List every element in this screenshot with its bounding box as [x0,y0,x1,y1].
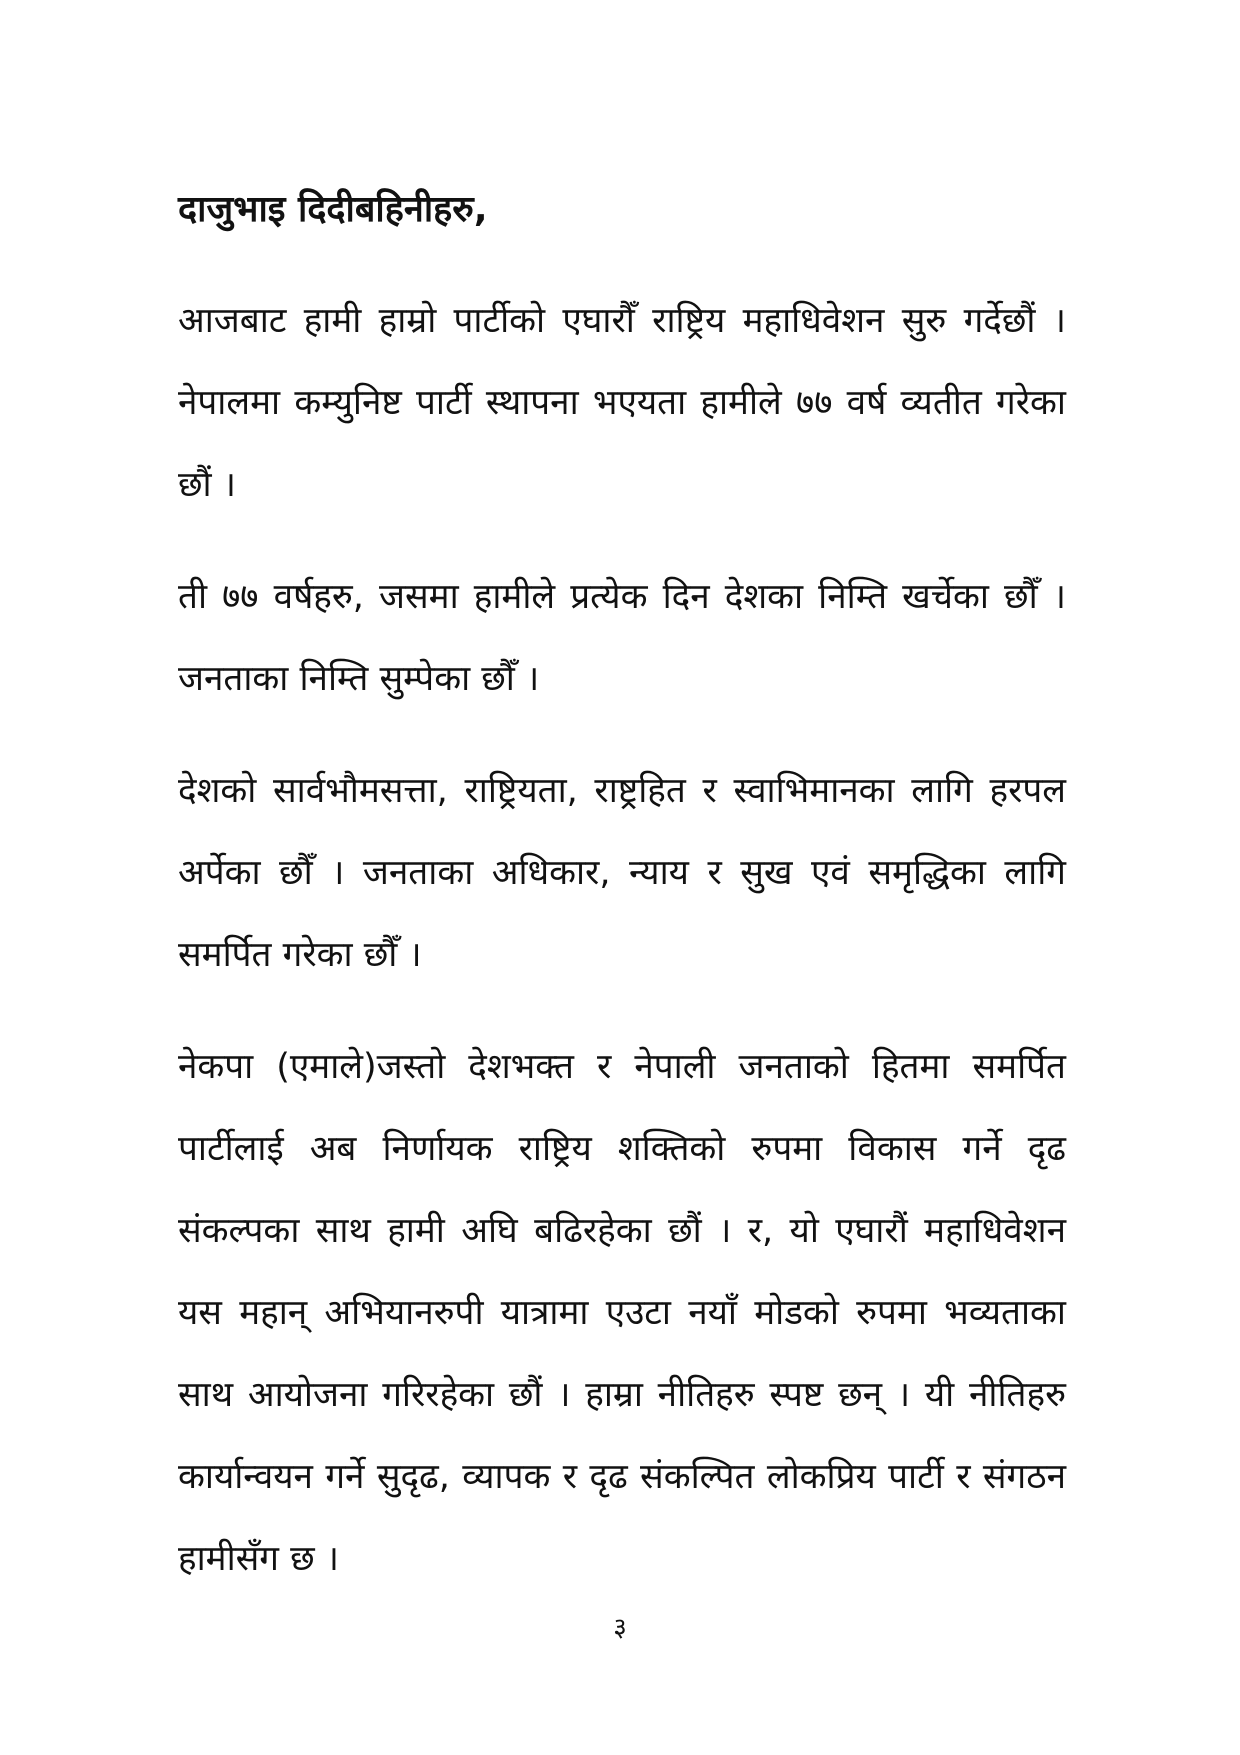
paragraph-3: देशको सार्वभौमसत्ता, राष्ट्रियता, राष्ट्रहित र स्वाभिमानका लागि हरपल अर्पेका छौँ । जनताका अधिकार, न्याय र सुख एवं समृद्धिका लागि समर्पित गरेका छौँ । [178,771,1066,975]
document-body [178,180,1066,1630]
paragraph-1: आजबाट हामी हाम्रो पार्टीको एघारौँ राष्ट्रिय महाधिवेशन सुरु गर्देछौं । नेपालमा कम्युनिष्ट पार्टी स्थापना भएयता हामीले ७७ वर्ष व्यतीत गरेका छौं । [178,301,1066,505]
paragraph-2: ती ७७ वर्षहरु, जसमा हामीले प्रत्येक दिन देशका निम्ति खर्चेका छौँ । जनताका निम्ति सुम्पेका छौँ । [178,577,1066,699]
paragraph-4: नेकपा (एमाले)जस्तो देशभक्त र नेपाली जनताको हितमा समर्पित पार्टीलाई अब निर्णायक राष्ट्रिय शक्तिको रुपमा विकास गर्ने दृढ संकल्पका साथ हामी अघि बढिरहेका छौं । र, यो एघारौं महाधिवेशन यस महान् अभियानरुपी यात्रामा एउटा नयाँ मोडको रुपमा भव्यताका साथ आयोजना गरिरहेका छौं । हाम्रा नीतिहरु स्पष्ट छन् । यी नीतिहरु कार्यान्वयन गर्ने सुदृढ, व्यापक र दृढ संकल्पित लोकप्रिय पार्टी र संगठन हामीसँग छ । [178,1047,1066,1579]
greeting-heading: दाजुभाइ दिदीबहिनीहरु, [178,189,488,230]
page-number: ३ [613,1613,627,1643]
